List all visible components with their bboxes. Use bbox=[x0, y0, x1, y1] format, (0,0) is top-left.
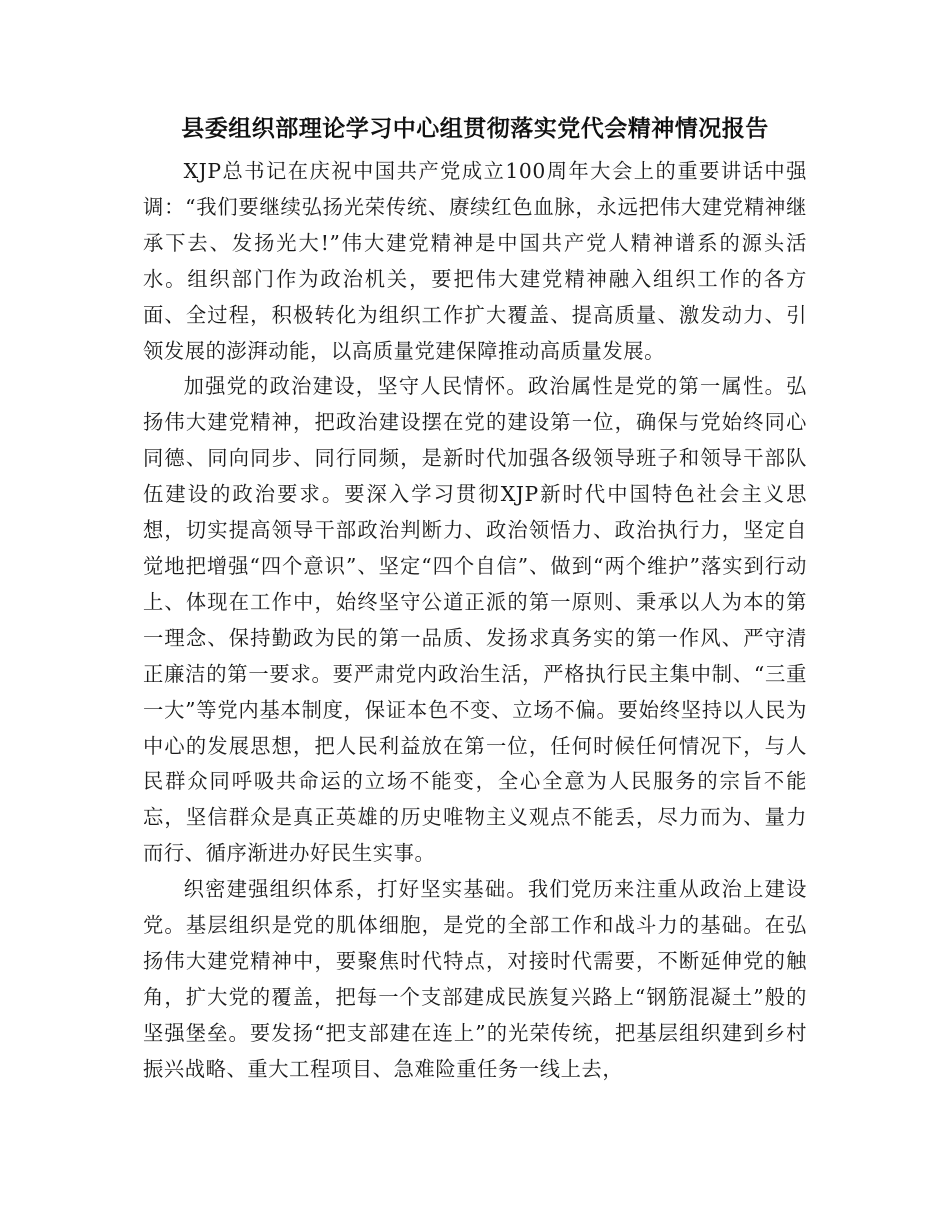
paragraph-organization-system: 织密建强组织体系，打好坚实基础。我们党历来注重从政治上建设党。基层组织是党的肌体细胞，是党的全部工作和战斗力的基础。在弘扬伟大建党精神中，要聚焦时代特点，对接时代需要，不断延伸党的触角，扩大党的覆盖，把每一个支部建成民族复兴路上“钢筋混凝土”般的坚强堡垒。要发扬“把支部建在连上”的光荣传统，把基层组织建到乡村振兴战略、重大工程项目、急难险重任务一线上去， bbox=[143, 877, 807, 1081]
paragraph-political-building: 加强党的政治建设，坚守人民情怀。政治属性是党的第一属性。弘扬伟大建党精神，把政治建设摆在党的建设第一位，确保与党始终同心同德、同向同步、同行同频，是新时代加强各级领导班子和领导干部队伍建设的政治要求。要深入学习贯彻XJP新时代中国特色社会主义思想，切实提高领导干部政治判断力、政治领悟力、政治执行力，坚定自觉地把增强“四个意识”、坚定“四个自信”、做到“两个维护”落实到行动上、体现在工作中，始终坚守公道正派的第一原则、秉承以人为本的第一理念、保持勤政为民的第一品质、发扬求真务实的第一作风、严守清正廉洁的第一要求。要严肃党内政治生活，严格执行民主集中制、“三重一大”等党内基本制度，保证本色不变、立场不偏。要始终坚持以人民为中心的发展思想，把人民利益放在第一位，任何时候任何情况下，与人民群众同呼吸共命运的立场不能变，全心全意为人民服务的宗旨不能忘，坚信群众是真正英雄的历史唯物主义观点不能丢，尽力而为、量力而行、循序渐进办好民生实事。 bbox=[143, 374, 807, 866]
document-title: 县委组织部理论学习中心组贯彻落实党代会精神情况报告 bbox=[181, 115, 769, 142]
paragraph-intro: XJP总书记在庆祝中国共产党成立100周年大会上的重要讲话中强调：“我们要继续弘扬光荣传统、赓续红色血脉，永远把伟大建党精神继承下去、发扬光大!”伟大建党精神是中国共产党人精神谱系的源头活水。组织部门作为政治机关，要把伟大建党精神融入组织工作的各方面、全过程，积极转化为组织工作扩大覆盖、提高质量、激发动力、引领发展的澎湃动能，以高质量党建保障推动高质量发展。 bbox=[143, 159, 807, 363]
document-body bbox=[143, 154, 807, 1088]
